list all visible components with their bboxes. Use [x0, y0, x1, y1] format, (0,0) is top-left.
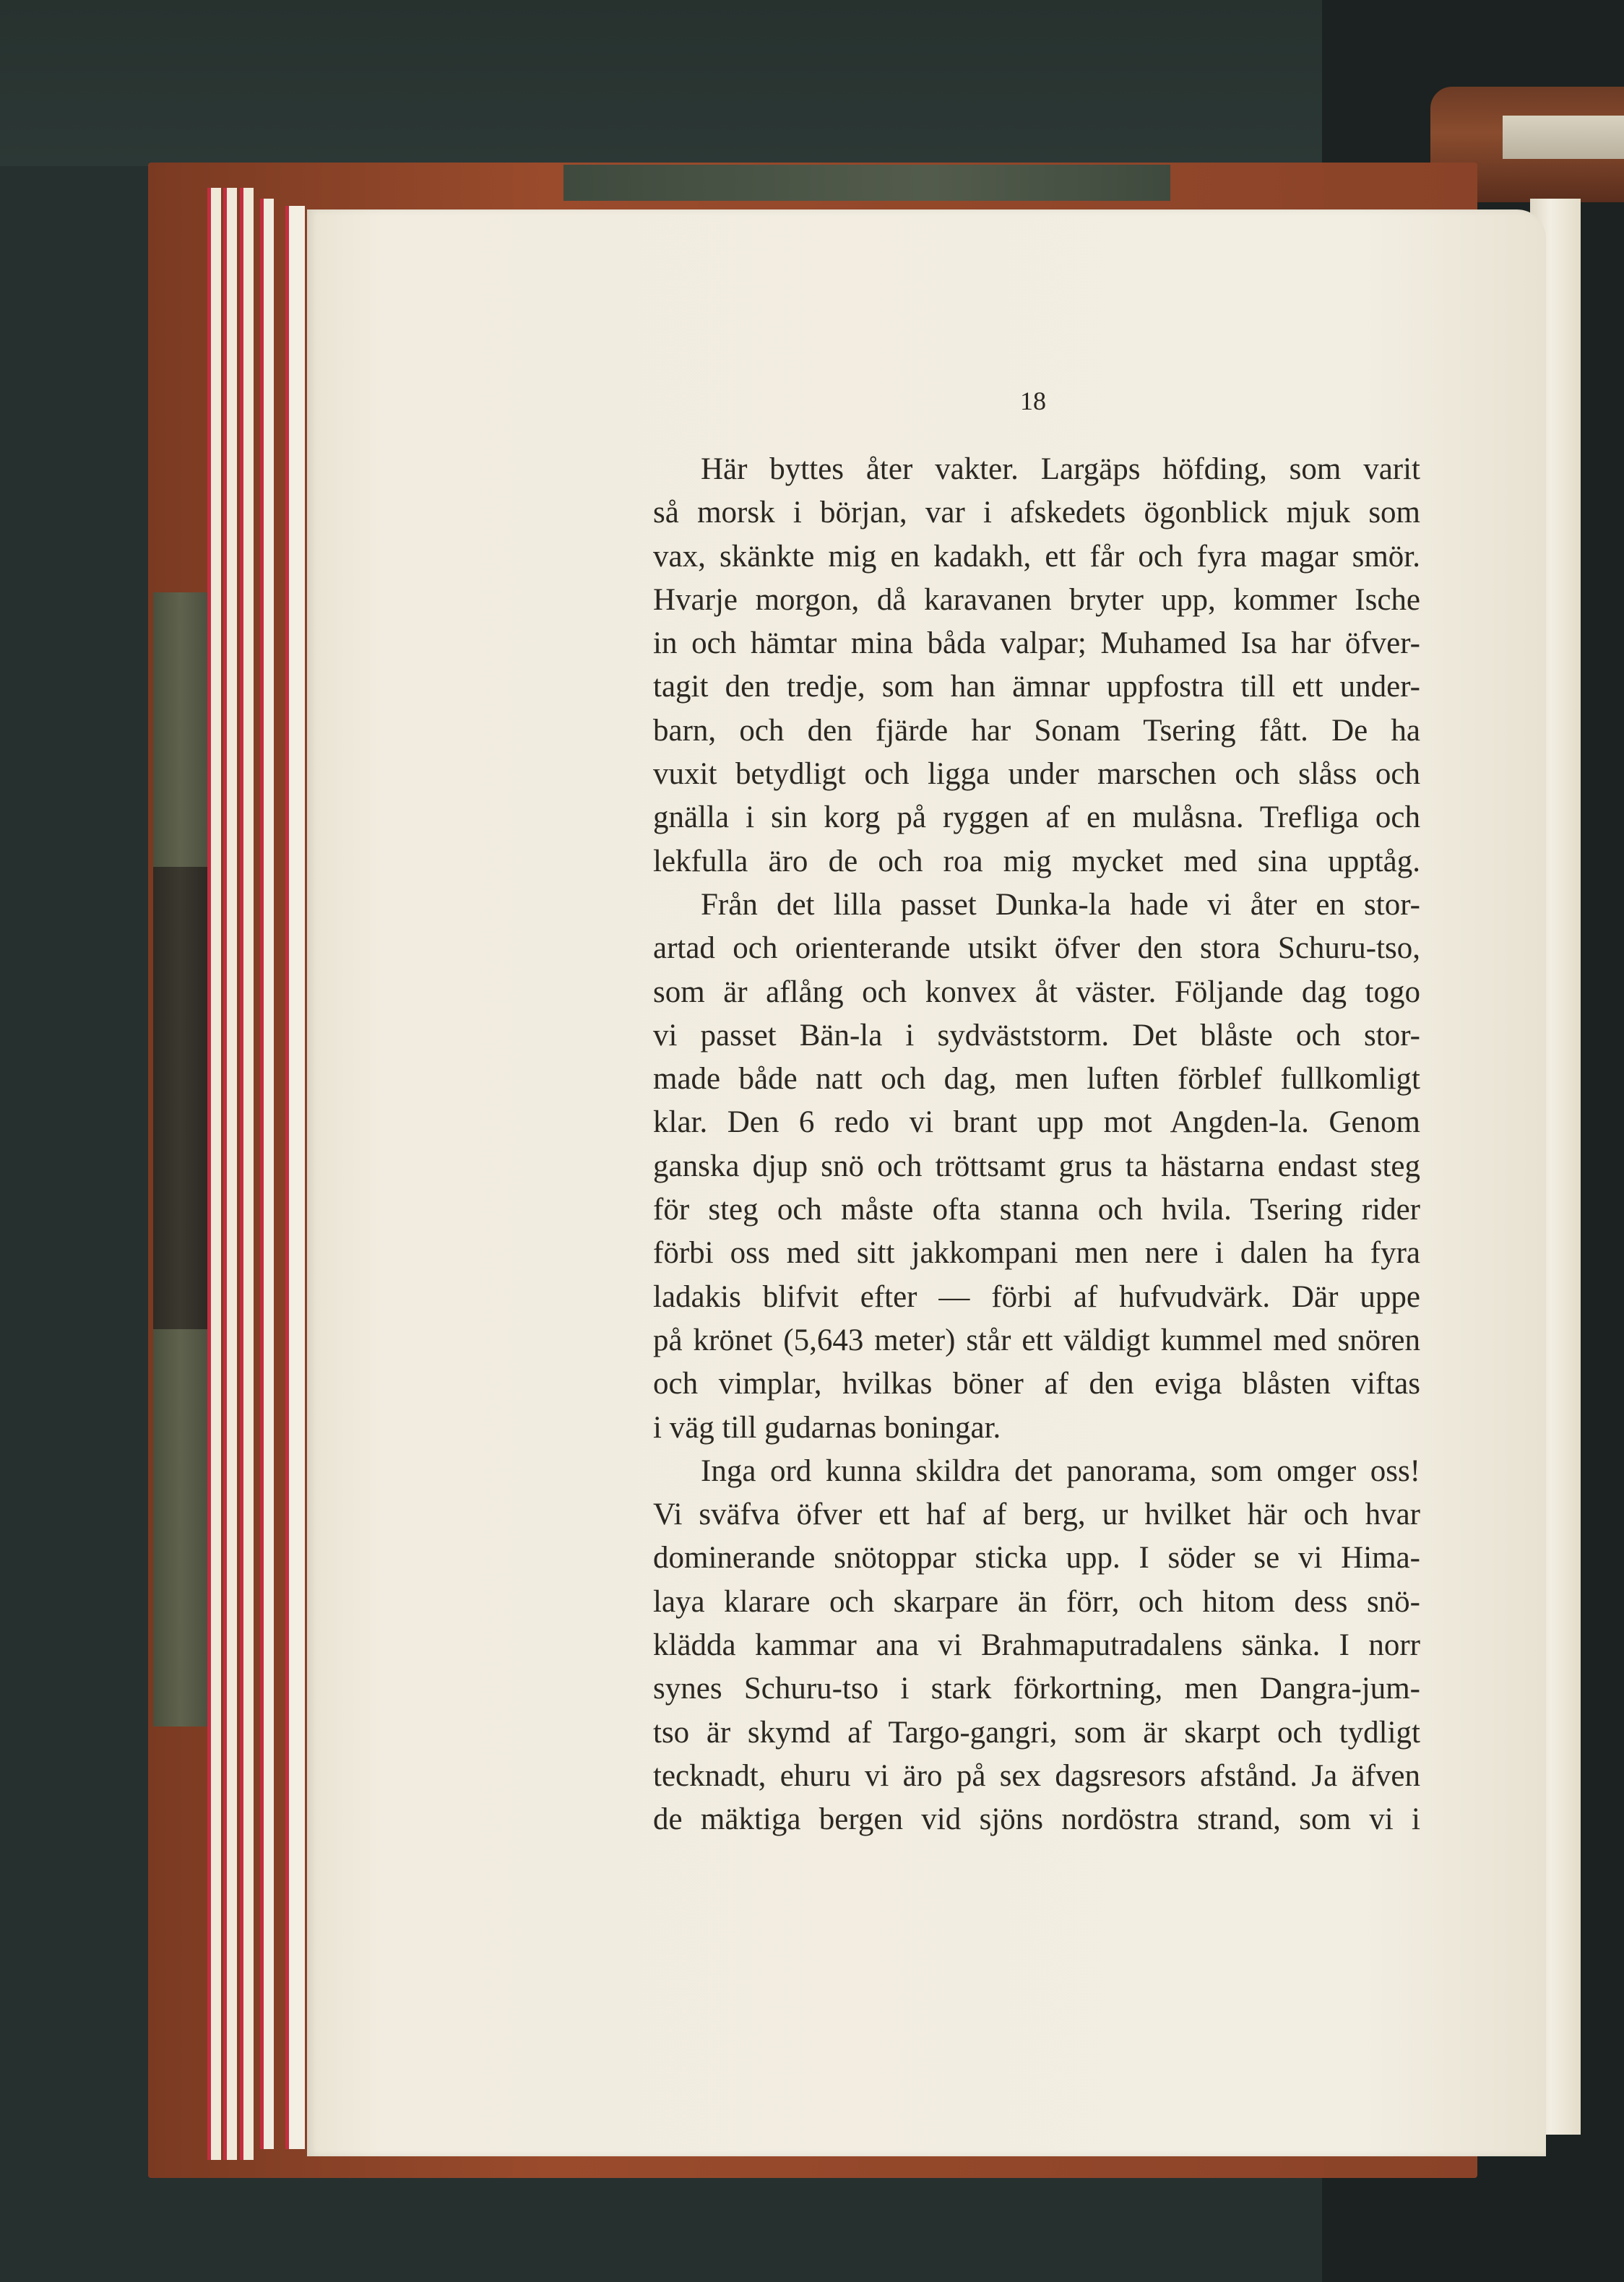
text-line: tagit den tredje, som han ämnar uppfostra till ett under-	[653, 670, 1420, 704]
text-line: laya klarare och skarpare än förr, och hitom dess snö-	[653, 1584, 1420, 1619]
text-line: gnälla i sin korg på ryggen af en mulåsna. Trefliga och	[653, 800, 1420, 835]
text-line: klädda kammar ana vi Brahmaputradalens sänka. I norr	[653, 1628, 1420, 1663]
text-line: på krönet (5,643 meter) står ett väldigt kummel med snören	[653, 1323, 1420, 1357]
text-line: vuxit betydligt och ligga under marschen och slåss och	[653, 757, 1420, 792]
page-number: 18	[1020, 386, 1046, 415]
text-line: made både natt och dag, men luften förblef fullkomligt	[653, 1062, 1420, 1097]
page-edge	[260, 199, 274, 2149]
page-edge	[240, 188, 254, 2160]
cover-cloth-strip	[563, 165, 1170, 201]
text-line: Hvarje morgon, då karavanen bryter upp, kommer Ische	[653, 582, 1420, 617]
text-line: tso är skymd af Targo-gangri, som är skarpt och tydligt	[653, 1715, 1420, 1750]
text-line: ladakis blifvit efter — förbi af hufvudvärk. Där uppe	[653, 1279, 1420, 1314]
text-line: ganska djup snö och tröttsamt grus ta hästarna endast steg	[653, 1149, 1420, 1183]
text-line: förbi oss med sitt jakkompani men nere i dalen ha fyra	[653, 1236, 1420, 1271]
text-line: Vi sväfva öfver ett haf af berg, ur hvilket här och hvar	[653, 1497, 1420, 1532]
text-line: så morsk i början, var i afskedets ögonblick mjuk som	[653, 496, 1420, 530]
text-line: Från det lilla passet Dunka-la hade vi åter en stor-	[701, 887, 1420, 922]
page-edge	[207, 188, 221, 2160]
text-line: barn, och den fjärde har Sonam Tsering fått. De ha	[653, 713, 1420, 748]
spine-cloth-shadow	[153, 867, 207, 1329]
text-line: Här byttes åter vakter. Largäps höfding, som varit	[701, 452, 1420, 486]
text-line: in och hämtar mina båda valpar; Muhamed Isa har öfver-	[653, 626, 1420, 661]
text-line: dominerande snötoppar sticka upp. I söder se vi Hima-	[653, 1541, 1420, 1576]
text-line: Inga ord kunna skildra det panorama, som omger oss!	[701, 1453, 1420, 1488]
text-line: tecknadt, ehuru vi äro på sex dagsresors afstånd. Ja äfven	[653, 1758, 1420, 1793]
text-line: de mäktiga bergen vid sjöns nordöstra strand, som vi i	[653, 1802, 1420, 1837]
text-line: för steg och måste ofta stanna och hvila. Tsering rider	[653, 1193, 1420, 1227]
text-line: som är aflång och konvex åt väster. Följande dag togo	[653, 974, 1420, 1009]
page-edge	[285, 206, 305, 2149]
text-line: och vimplar, hvilkas böner af den eviga blåsten viftas	[653, 1367, 1420, 1401]
text-line: klar. Den 6 redo vi brant upp mot Angden-la. Genom	[653, 1105, 1420, 1140]
text-line: i väg till gudarnas boningar.	[653, 1410, 1001, 1445]
body-text	[653, 448, 1420, 1842]
text-line: vi passet Bän-la i sydväststorm. Det blåste och stor-	[653, 1018, 1420, 1053]
page-edge	[223, 188, 237, 2160]
text-line: vax, skänkte mig en kadakh, ett får och fyra magar smör.	[653, 539, 1420, 574]
text-line: lekfulla äro de och roa mig mycket med sina upptåg.	[653, 844, 1420, 878]
adjacent-book-pages	[1503, 116, 1624, 159]
text-line: synes Schuru-tso i stark förkortning, men Dangra-jum-	[653, 1672, 1420, 1706]
text-line: artad och orienterande utsikt öfver den stora Schuru-tso,	[653, 931, 1420, 966]
